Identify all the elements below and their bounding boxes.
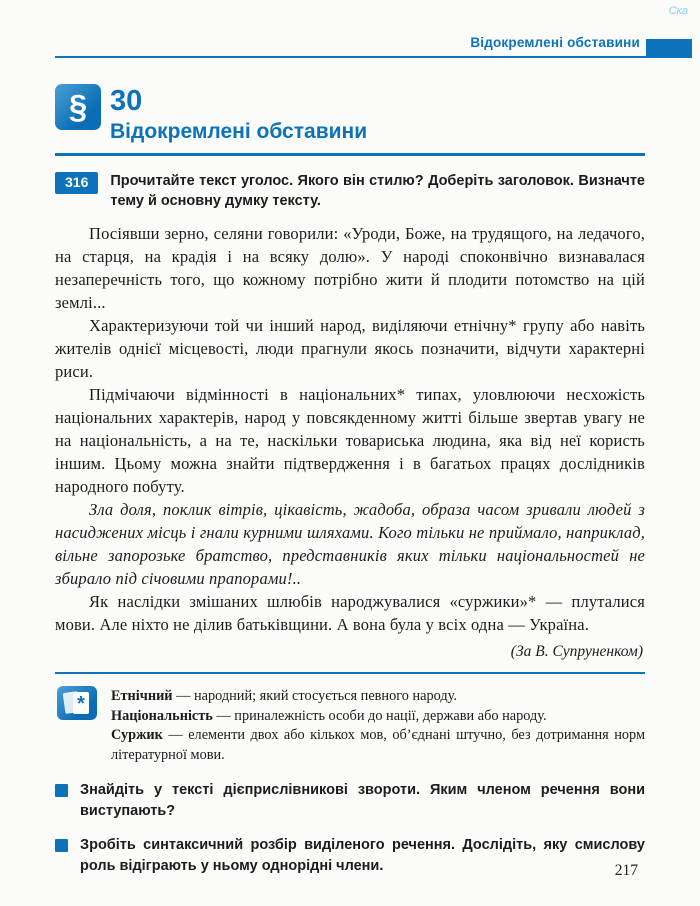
text-attribution: (За В. Супруненком)	[510, 643, 643, 660]
paragraph-section-icon: §	[55, 84, 101, 130]
section-number: 30	[110, 85, 143, 117]
exercise-316	[55, 171, 645, 211]
vocabulary-icon-card-front	[73, 692, 89, 714]
section-info	[110, 84, 367, 144]
glossary-term: Національність	[111, 707, 213, 724]
running-header-title: Відокремлені обставини	[470, 35, 640, 50]
glossary-definition: — приналежність особи до нації, держави або народу.	[216, 707, 547, 724]
glossary-term: Суржик	[111, 727, 163, 743]
running-header	[55, 34, 692, 58]
exercise-text	[55, 222, 645, 661]
text-paragraph: Як наслідки змішаних шлюбів народжувалися «суржики»* — плуталися мови. Але ніхто не ділив батьківщини. А вона була у всіх одна — Україна.	[55, 592, 645, 634]
task-list	[55, 780, 645, 877]
task-item	[55, 780, 645, 822]
task-text: Знайдіть у тексті дієприслівникові звороти. Яким членом речення вони виступають?	[80, 782, 645, 819]
exercise-number-badge: 316	[55, 172, 98, 194]
section-title: Відокремлені обставини	[110, 120, 368, 143]
text-paragraph: Підмічаючи відмінності в національних* типах, уловлюючи несхожість національних характерів, народ у повсякденному житті більше звертав увагу не на національність, а на те, наскільки товариська людина, яка від неї користь іншим. Цьому можна знайти підтвердження і в багатьох працях дослідників народного побуту.	[55, 385, 645, 496]
glossary-section	[55, 672, 645, 765]
glossary-entries	[111, 686, 645, 765]
glossary-entry	[111, 707, 645, 727]
glossary-entry	[111, 687, 645, 707]
exercise-instruction: Прочитайте текст уголос. Якого він стилю? Доберіть заголовок. Визначте тему й основну думку тексту.	[110, 173, 645, 209]
vocabulary-icon	[57, 686, 97, 720]
glossary-definition: — народний; який стосується певного народу.	[176, 688, 457, 704]
vocabulary-icon-star: *	[77, 693, 85, 715]
text-paragraph: Характеризуючи той чи інший народ, виділяючи етнічну* групу або навіть жителів однієї місцевості, люди прагнули якось позначити, відчути характерні риси.	[55, 316, 645, 381]
glossary-term: Етнічний	[111, 688, 173, 704]
text-paragraph: Посіявши зерно, селяни говорили: «Уроди, Боже, на трудящого, на ледачого, на старця, на крадія і на всяку долю». У народі споконвічно визнавалася незаперечність того, що кожному потрібно жити й плодити потомство на цій землі...	[55, 224, 645, 312]
task-bullet-icon	[55, 839, 68, 852]
section-heading	[55, 84, 645, 144]
site-watermark: Ска	[668, 5, 688, 17]
task-item	[55, 835, 645, 877]
task-text: Зробіть синтаксичний розбір виділеного речення. Дослідіть, яку смислову роль відіграють у ньому однорідні члени.	[80, 837, 645, 874]
text-paragraph-highlighted: Зла доля, поклик вітрів, цікавість, жадоба, образа часом зривали людей з насиджених місць і гнали курними шляхами. Кого тільки не приймало, наприклад, вільне запорозьке братство, представників яких тільки національностей не збирало під січовими прапорами!..	[55, 500, 645, 588]
header-rule	[55, 56, 692, 58]
section-rule	[55, 153, 645, 156]
task-bullet-icon	[55, 784, 68, 797]
glossary-definition: — елементи двох або кількох мов, об’єднані штучно, без дотримання норм літературної мови.	[111, 727, 645, 763]
glossary-entry	[111, 726, 645, 765]
page-number: 217	[614, 862, 638, 879]
header-tab-marker	[646, 39, 692, 56]
